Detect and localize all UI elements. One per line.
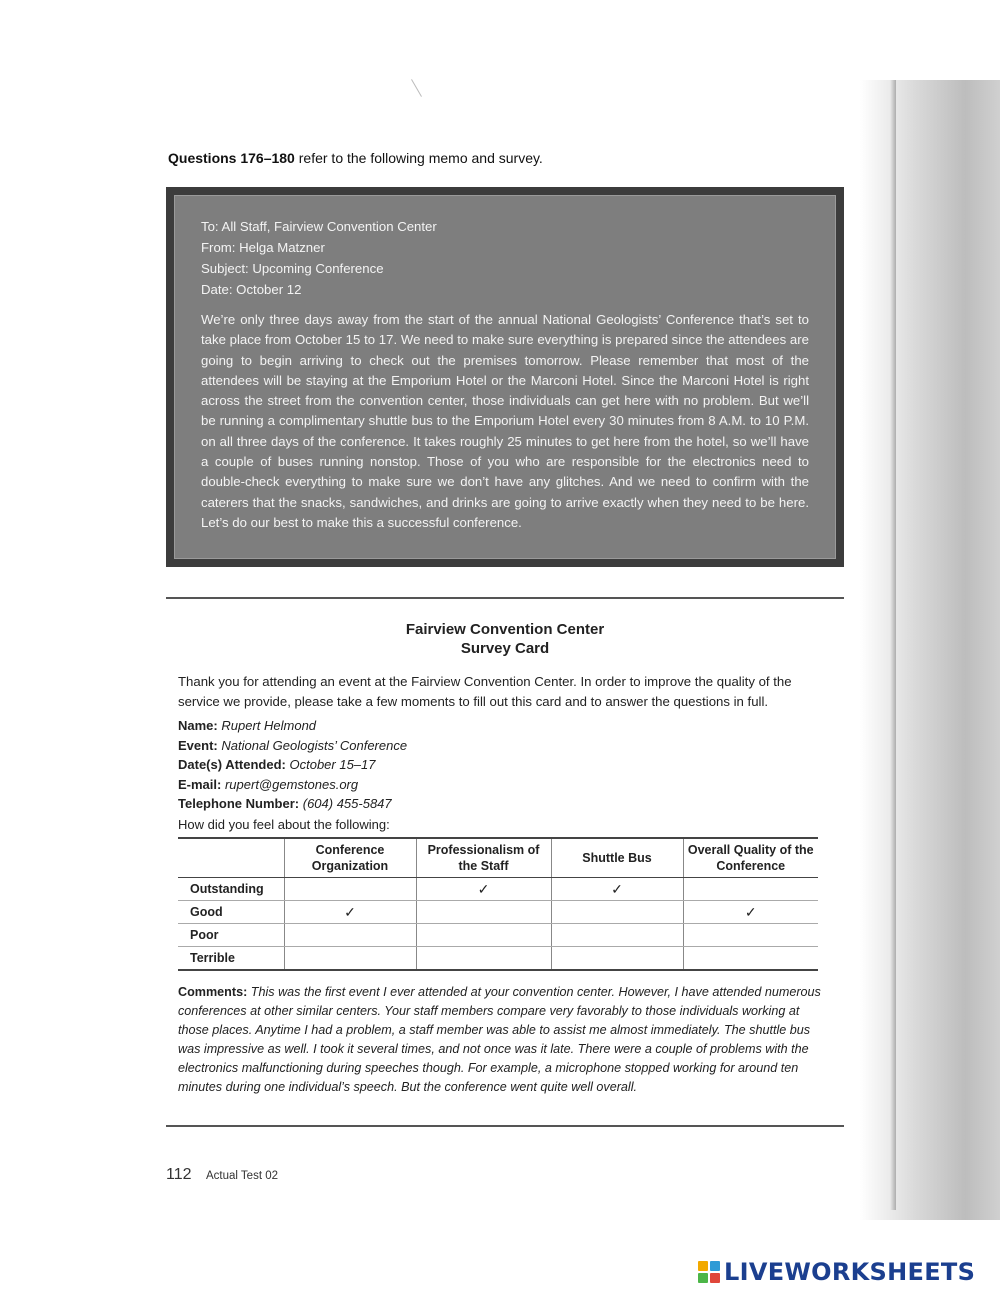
page-footer xyxy=(166,1166,278,1184)
info-email-value: rupert@gemstones.org xyxy=(224,776,359,792)
info-phone-label: Telephone Number: xyxy=(178,796,300,811)
comments-label: Comments: xyxy=(178,985,248,999)
rating-cell xyxy=(284,947,416,971)
scan-artifact xyxy=(411,79,422,97)
rating-cell: ✓ xyxy=(551,878,683,901)
rating-cell: ✓ xyxy=(284,901,416,924)
liveworksheets-wordmark: LIVEWORKSHEETS xyxy=(724,1258,976,1286)
table-row xyxy=(178,878,818,901)
info-event xyxy=(178,736,407,756)
info-dates-value: October 15–17 xyxy=(289,757,376,772)
questions-range: Questions 176–180 xyxy=(168,150,295,166)
info-phone xyxy=(178,794,407,814)
memo-panel xyxy=(174,195,836,559)
questions-instruction: refer to the following memo and survey. xyxy=(294,150,543,166)
page-number: 112 xyxy=(166,1166,192,1183)
row-label: Good xyxy=(178,901,284,924)
rating-table xyxy=(178,837,818,971)
survey-heading xyxy=(166,620,844,658)
table-row xyxy=(178,947,818,971)
rating-cell xyxy=(416,947,551,971)
memo-body: We’re only three days away from the start of the annual National Geologists’ Conference that’s set to take place from October 15 to 17. We need to make sure everything is prepared since the attendees are going to begin arriving to check out the premises tomorrow. Please remember that most of the attendees will be staying at the Emporium Hotel or the Marconi Hotel. Since the Marconi Hotel is right across the street from the convention center, those individuals can get here with no problem. But we’ll be running a complimentary shuttle bus to the Emporium Hotel every 30 minutes from 8 A.M. to 10 P.M. on all three days of the conference. It takes roughly 25 minutes to get here from the hotel, so we’ll have a couple of buses running nonstop. Those of you who are responsible for the electronics need to double-check everything to make sure we don’t have any glitches. And we need to confirm with the caterers that the snacks, sandwiches, and drinks are going to arrive exactly when they need to be here. Let’s do our best to make this a successful conference. xyxy=(201,312,809,530)
info-event-value: National Geologists’ Conference xyxy=(221,737,408,753)
divider-bottom xyxy=(166,1125,844,1127)
col-header: Professionalism of the Staff xyxy=(416,838,551,878)
questions-heading xyxy=(168,150,543,166)
col-header: Conference Organization xyxy=(284,838,416,878)
info-name-value: Rupert Helmond xyxy=(221,718,317,733)
memo-box xyxy=(166,187,844,567)
rating-cell xyxy=(416,924,551,947)
info-dates xyxy=(178,755,407,775)
info-name-label: Name: xyxy=(178,718,218,733)
comments-section xyxy=(178,983,828,1097)
memo-header xyxy=(201,216,809,300)
table-corner xyxy=(178,838,284,878)
row-label: Poor xyxy=(178,924,284,947)
survey-intro: Thank you for attending an event at the Fairview Convention Center. In order to improve the quality of the service we provide, please take a few moments to fill out this card and to answer the questions in full. xyxy=(178,674,792,709)
logo-square-icon xyxy=(710,1261,720,1271)
comments-text: This was the first event I ever attended at your convention center. However, I have attended numerous conferences at other similar centers. Your staff members compare very favorably to those individuals working at those places. Anytime I had a problem, a staff member was able to assist me almost immediately. The shuttle bus was impressive as well. I took it several times, and not once was it late. There were a couple of problems with the electronics malfunctioning during speeches though. For example, a microphone stopped working for around ten minutes during one individual’s speech. But the conference went quite well overall. xyxy=(178,985,821,1094)
rating-cell xyxy=(551,924,683,947)
memo-from: From: Helga Matzner xyxy=(201,240,325,255)
rating-cell xyxy=(683,878,818,901)
rating-cell: ✓ xyxy=(416,878,551,901)
rating-cell xyxy=(284,924,416,947)
rating-question: How did you feel about the following: xyxy=(178,817,390,832)
logo-square-icon xyxy=(698,1273,708,1283)
row-label: Outstanding xyxy=(178,878,284,901)
rating-cell: ✓ xyxy=(683,901,818,924)
page-edge-line xyxy=(890,80,896,1210)
page-footer-title: Actual Test 02 xyxy=(205,1170,278,1182)
rating-cell xyxy=(683,947,818,971)
info-email xyxy=(178,775,407,795)
liveworksheets-logo xyxy=(698,1258,975,1286)
row-label: Terrible xyxy=(178,947,284,971)
liveworksheets-icon xyxy=(698,1261,720,1283)
rating-cell xyxy=(551,947,683,971)
memo-to: To: All Staff, Fairview Convention Center xyxy=(201,219,437,234)
info-phone-value: (604) 455-5847 xyxy=(302,796,392,811)
page-edge-shadow xyxy=(860,80,1000,1220)
divider-top xyxy=(166,597,844,599)
col-header: Shuttle Bus xyxy=(551,838,683,878)
table-header-row xyxy=(178,838,818,878)
table-row xyxy=(178,901,818,924)
col-header: Overall Quality of the Conference xyxy=(683,838,818,878)
respondent-info xyxy=(178,716,407,814)
memo-subject: Subject: Upcoming Conference xyxy=(201,261,384,276)
logo-square-icon xyxy=(710,1273,720,1283)
info-event-label: Event: xyxy=(178,737,218,753)
table-row xyxy=(178,924,818,947)
memo-date: Date: October 12 xyxy=(201,282,302,297)
rating-cell xyxy=(284,878,416,901)
rating-cell xyxy=(551,901,683,924)
survey-title: Fairview Convention Center xyxy=(405,621,605,638)
info-dates-label: Date(s) Attended: xyxy=(178,757,286,772)
rating-cell xyxy=(683,924,818,947)
survey-subtitle: Survey Card xyxy=(460,640,550,657)
logo-square-icon xyxy=(698,1261,708,1271)
info-name xyxy=(178,716,407,736)
rating-cell xyxy=(416,901,551,924)
info-email-label: E-mail: xyxy=(178,776,222,792)
